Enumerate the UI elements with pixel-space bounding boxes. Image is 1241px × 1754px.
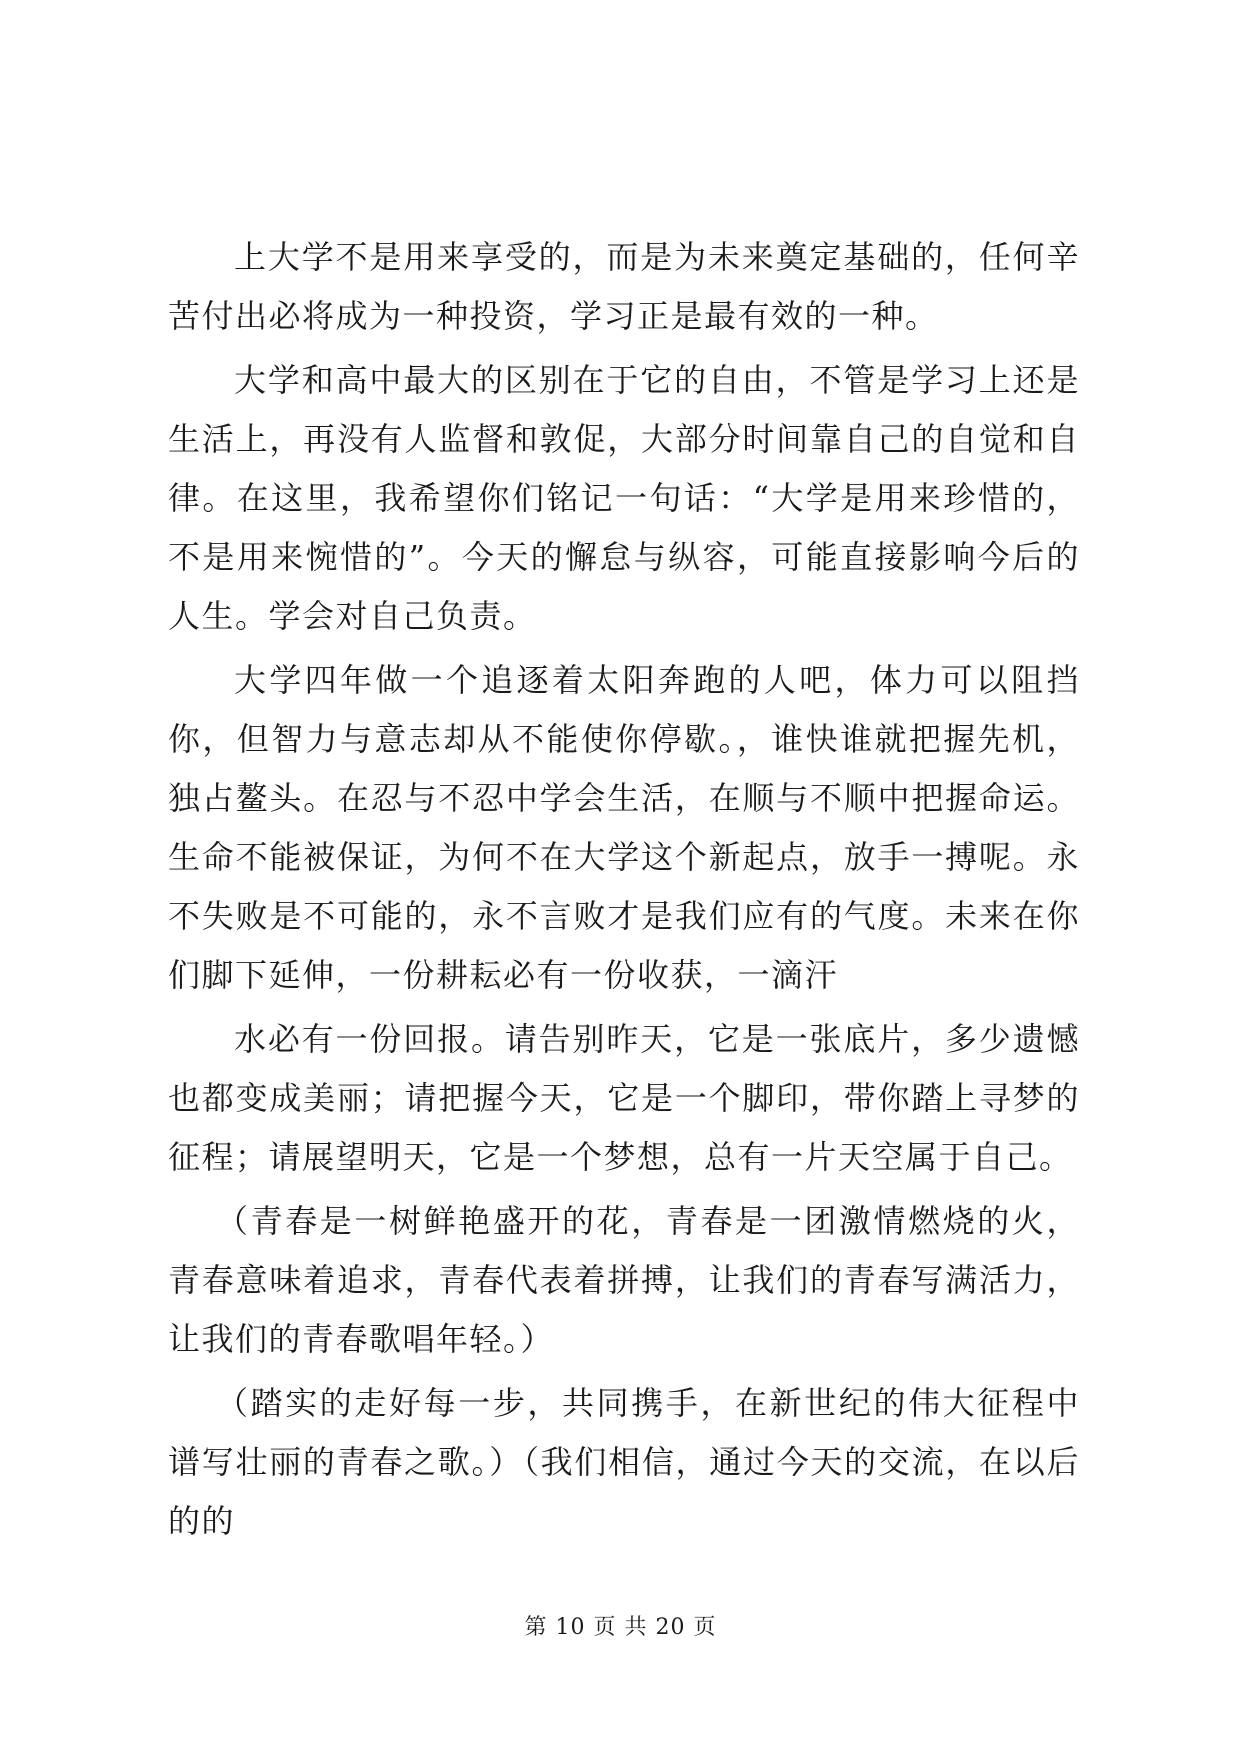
- paragraph-6: （踏实的走好每一步，共同携手，在新世纪的伟大征程中谱写壮丽的青春之歌。）（我们相信，通过今天的交流，在以后的的: [168, 1384, 1080, 1540]
- paragraph-1: 上大学不是用来享受的，而是为未来奠定基础的，任何辛苦付出必将成为一种投资，学习正是最有效的一种。: [168, 238, 1080, 335]
- page-number-footer: 第 10 页 共 20 页: [524, 1615, 717, 1640]
- paragraph-5: （青春是一树鲜艳盛开的花，青春是一团激情燃烧的火，青春意味着追求，青春代表着拼搏，让我们的青春写满活力，让我们的青春歌唱年轻。）: [168, 1202, 1080, 1358]
- paragraph-4: 水必有一份回报。请告别昨天，它是一张底片，多少遗憾也都变成美丽；请把握今天，它是一个脚印，带你踏上寻梦的征程；请展望明天，它是一个梦想，总有一片天空属于自己。: [168, 1020, 1080, 1176]
- paragraph-3: 大学四年做一个追逐着太阳奔跑的人吧，体力可以阻挡你，但智力与意志却从不能使你停歇。，谁快谁就把握先机，独占鳌头。在忍与不忍中学会生活，在顺与不顺中把握命运。生命不能被保证，为何不在大学这个新起点，放手一搏呢。永不失败是不可能的，永不言败才是我们应有的气度。未来在你们脚下延伸，一份耕耘必有一份收获，一滴汗: [168, 661, 1080, 994]
- paragraph-2: 大学和高中最大的区别在于它的自由，不管是学习上还是生活上，再没有人监督和敦促，大部分时间靠自己的自觉和自律。在这里，我希望你们铭记一句话：“大学是用来珍惜的，不是用来惋惜的”。今天的懈怠与纵容，可能直接影响今后的人生。学会对自己负责。: [168, 361, 1080, 635]
- document-body: [168, 228, 1080, 1556]
